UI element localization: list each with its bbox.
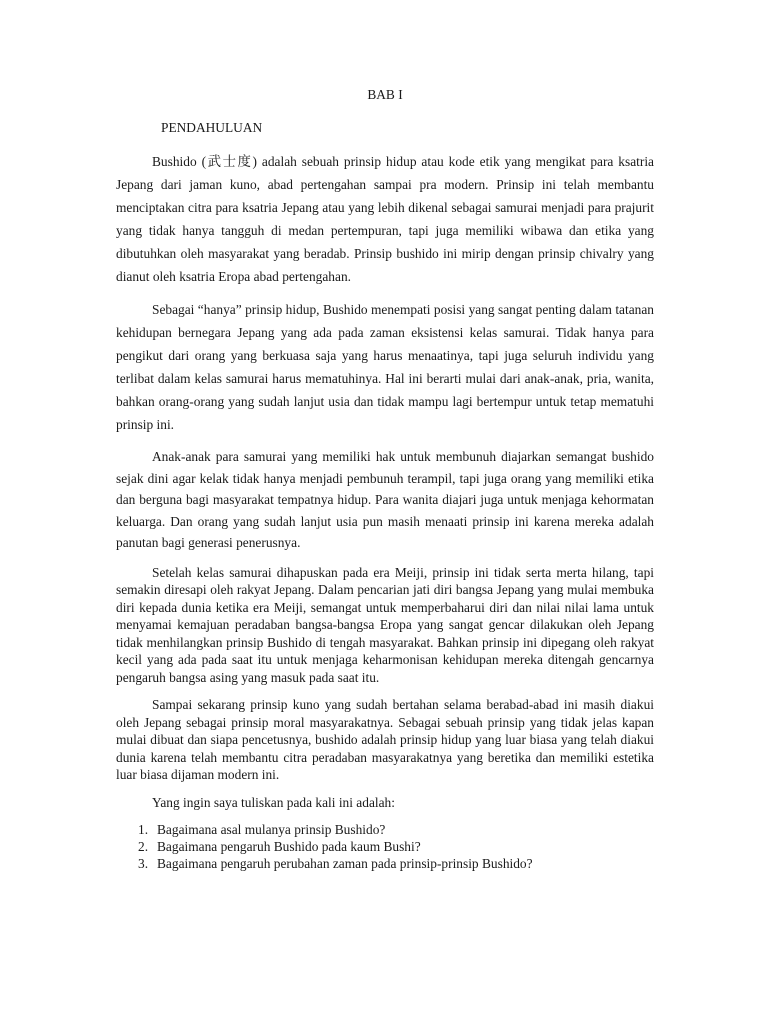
list-item-text: Bagaimana pengaruh Bushido pada kaum Bushi?: [157, 838, 421, 854]
list-item-number: 2.: [138, 838, 149, 854]
paragraph-bushido-importance: Sebagai “hanya” prinsip hidup, Bushido menempati posisi yang sangat penting dalam tatanan kehidupan bernegara Jepang yang ada pada zaman eksistensi kelas samurai. Tidak hanya para pengikut dari orang yang berkuasa saja yang harus menaatinya, tapi juga seluruh individu yang terlibat dalam kelas samurai harus mematuhinya. Hal ini berarti mulai dari anak-anak, pria, wanita, bahkan orang-orang yang sudah lanjut usia dan tidak mampu lagi bertempur untuk tetap mematuhi prinsip ini.: [116, 302, 654, 432]
list-item: [138, 821, 654, 838]
list-item-text: Bagaimana pengaruh perubahan zaman pada prinsip-prinsip Bushido?: [157, 855, 533, 871]
list-item-number: 1.: [138, 821, 149, 837]
list-item-number: 3.: [138, 855, 149, 871]
list-item: [138, 838, 654, 855]
list-intro: Yang ingin saya tuliskan pada kali ini adalah:: [152, 794, 395, 810]
paragraph-meiji-era: Setelah kelas samurai dihapuskan pada era Meiji, prinsip ini tidak serta merta hilang, tapi semakin diresapi oleh rakyat Jepang. Dalam pencarian jati diri bangsa Jepang yang mulai membuka diri kepada dunia ketika era Meiji, semangat untuk memperbaharui diri dan nilai nilai lama untuk menyamai kemajuan peradaban bangsa-bangsa Eropa yang sangat gencar dilakukan oleh Jepang tidak menhilangkan prinsip Bushido di tengah masyarakat. Bahkan prinsip ini dipegang oleh rakyat kecil yang ada pada saat itu untuk menjaga keharmonisan kehidupan mereka ditengah gencarnya pengaruh bangsa asing yang masuk pada saat itu.: [116, 564, 654, 685]
paragraph-samurai-children: Anak-anak para samurai yang memiliki hak untuk membunuh diajarkan semangat bushido sejak dini agar kelak tidak hanya menjadi pembunuh terampil, tapi juga orang yang memiliki etika dan berguna bagi masyarakat tempatnya hidup. Para wanita diajari juga untuk menjaga kehormatan keluarga. Dan orang yang sudah lanjut usia pun masih menaati prinsip ini karena mereka adalah panutan bagi generasi penerusnya.: [116, 449, 654, 550]
list-item: [138, 855, 654, 872]
paragraph-modern-day: Sampai sekarang prinsip kuno yang sudah bertahan selama berabad-abad ini masih diakui oleh Jepang sebagai prinsip moral masyarakatnya. Sebagai sebuah prinsip yang tidak jelas kapan mulai dibuat dan siapa pencetusnya, bushido adalah prinsip hidup yang luar biasa yang telah diakui dunia karena telah membantu citra peradaban masyarakatnya yang beretika dan memiliki estetika luar biasa dijaman modern ini.: [116, 697, 654, 782]
questions-list: [116, 821, 654, 872]
list-item-text: Bagaimana asal mulanya prinsip Bushido?: [157, 821, 386, 837]
chapter-heading: BAB I: [367, 87, 403, 102]
section-heading: PENDAHULUAN: [161, 120, 263, 135]
paragraph-bushido-definition: Bushido (武士度) adalah sebuah prinsip hidup atau kode etik yang mengikat para ksatria Jepang dari jaman kuno, abad pertengahan sampai pra modern. Prinsip ini telah membantu menciptakan citra para ksatria Jepang atau yang lebih dikenal sebagai samurai menjadi para prajurit yang tidak hanya tangguh di medan pertempuran, tapi juga memiliki wibawa dan etika yang dibutuhkan oleh masyarakat yang beradab. Prinsip bushido ini mirip dengan prinsip chivalry yang dianut oleh ksatria Eropa abad pertengahan.: [116, 154, 654, 284]
document-page: [116, 86, 654, 872]
